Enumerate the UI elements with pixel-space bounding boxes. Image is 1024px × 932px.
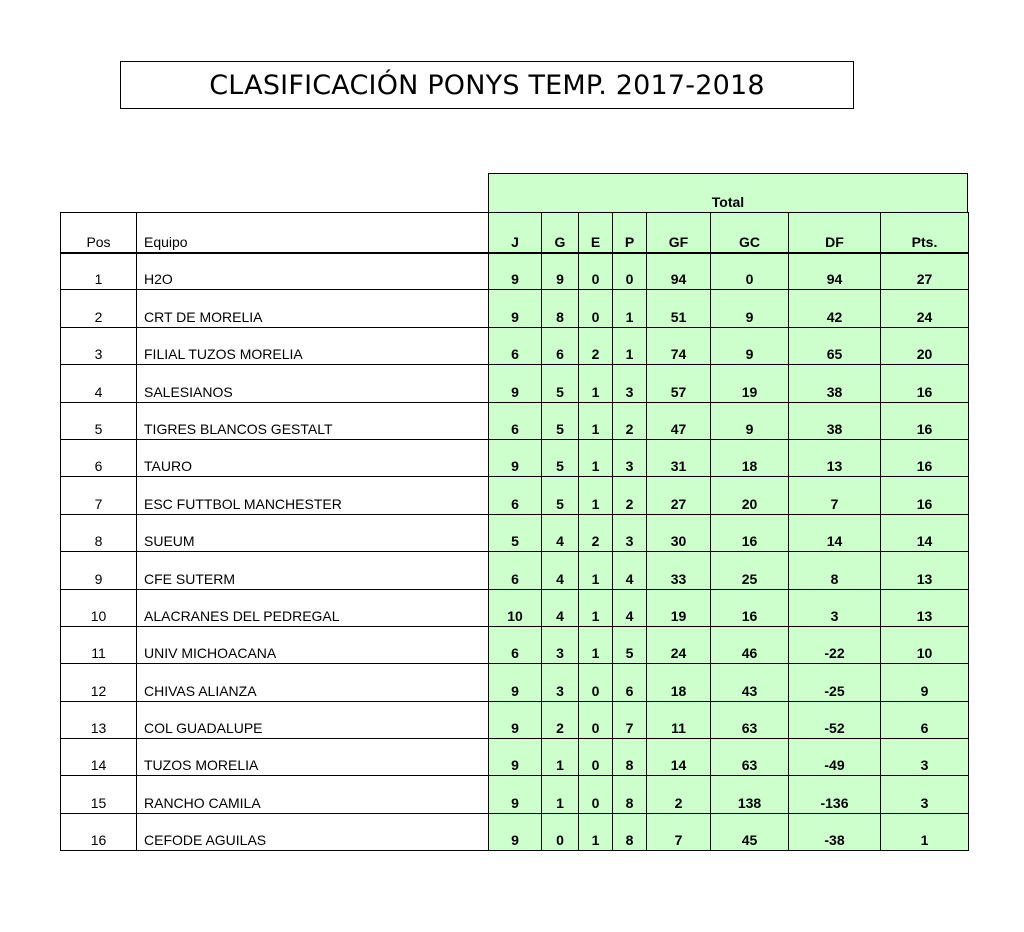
cell-gf: 27 (647, 477, 711, 514)
table-row (61, 701, 969, 738)
cell-df: 8 (789, 552, 881, 589)
cell-gf: 24 (647, 626, 711, 663)
cell-pos: 14 (61, 739, 137, 776)
cell-pos: 15 (61, 776, 137, 813)
cell-pos: 4 (61, 365, 137, 402)
cell-p: 1 (613, 290, 647, 327)
cell-e: 1 (579, 813, 613, 850)
cell-team: SALESIANOS (137, 365, 489, 402)
cell-g: 1 (542, 739, 579, 776)
cell-gf: 2 (647, 776, 711, 813)
table-row (61, 402, 969, 439)
cell-gc: 43 (711, 664, 789, 701)
table-row (61, 552, 969, 589)
cell-gc: 18 (711, 439, 789, 476)
cell-gc: 9 (711, 290, 789, 327)
cell-df: 42 (789, 290, 881, 327)
cell-team: ESC FUTTBOL MANCHESTER (137, 477, 489, 514)
col-header-g: G (542, 213, 579, 253)
cell-team: SUEUM (137, 514, 489, 551)
cell-g: 5 (542, 402, 579, 439)
cell-df: 94 (789, 253, 881, 290)
cell-pts: 16 (881, 402, 969, 439)
cell-p: 6 (613, 664, 647, 701)
cell-gf: 51 (647, 290, 711, 327)
table-row (61, 664, 969, 701)
cell-pos: 13 (61, 701, 137, 738)
cell-pts: 16 (881, 365, 969, 402)
total-group-header: Total (488, 173, 968, 213)
cell-g: 4 (542, 552, 579, 589)
cell-pos: 12 (61, 664, 137, 701)
cell-j: 9 (489, 439, 542, 476)
cell-j: 9 (489, 813, 542, 850)
cell-gc: 9 (711, 402, 789, 439)
cell-g: 6 (542, 327, 579, 364)
cell-g: 4 (542, 514, 579, 551)
cell-pos: 16 (61, 813, 137, 850)
cell-p: 1 (613, 327, 647, 364)
cell-e: 1 (579, 626, 613, 663)
cell-gc: 19 (711, 365, 789, 402)
cell-gf: 94 (647, 253, 711, 290)
cell-e: 0 (579, 739, 613, 776)
table-row (61, 589, 969, 626)
page-title: CLASIFICACIÓN PONYS TEMP. 2017-2018 (120, 61, 854, 109)
cell-pts: 6 (881, 701, 969, 738)
cell-g: 3 (542, 626, 579, 663)
cell-gc: 138 (711, 776, 789, 813)
cell-gf: 11 (647, 701, 711, 738)
cell-j: 9 (489, 253, 542, 290)
cell-g: 5 (542, 365, 579, 402)
cell-gc: 16 (711, 514, 789, 551)
col-header-gf: GF (647, 213, 711, 253)
table-row (61, 776, 969, 813)
cell-pos: 8 (61, 514, 137, 551)
table-row (61, 290, 969, 327)
cell-gc: 63 (711, 739, 789, 776)
cell-g: 2 (542, 701, 579, 738)
cell-p: 4 (613, 589, 647, 626)
col-header-e: E (579, 213, 613, 253)
cell-df: -49 (789, 739, 881, 776)
cell-p: 8 (613, 813, 647, 850)
cell-j: 9 (489, 739, 542, 776)
cell-gf: 19 (647, 589, 711, 626)
cell-j: 9 (489, 664, 542, 701)
cell-pts: 3 (881, 739, 969, 776)
cell-j: 6 (489, 552, 542, 589)
cell-j: 9 (489, 290, 542, 327)
cell-e: 1 (579, 439, 613, 476)
cell-g: 5 (542, 477, 579, 514)
header-row (61, 213, 969, 253)
cell-g: 4 (542, 589, 579, 626)
col-header-pos: Pos (61, 213, 137, 253)
cell-pos: 5 (61, 402, 137, 439)
cell-gc: 20 (711, 477, 789, 514)
cell-g: 5 (542, 439, 579, 476)
cell-team: H2O (137, 253, 489, 290)
cell-team: CFE SUTERM (137, 552, 489, 589)
cell-g: 0 (542, 813, 579, 850)
cell-p: 2 (613, 477, 647, 514)
cell-df: 38 (789, 365, 881, 402)
cell-team: CRT DE MORELIA (137, 290, 489, 327)
cell-pos: 3 (61, 327, 137, 364)
cell-gc: 25 (711, 552, 789, 589)
cell-df: 14 (789, 514, 881, 551)
cell-gf: 30 (647, 514, 711, 551)
cell-gc: 46 (711, 626, 789, 663)
cell-df: 3 (789, 589, 881, 626)
cell-e: 0 (579, 253, 613, 290)
cell-pts: 24 (881, 290, 969, 327)
table-row (61, 626, 969, 663)
cell-pos: 6 (61, 439, 137, 476)
cell-j: 6 (489, 477, 542, 514)
cell-df: 65 (789, 327, 881, 364)
cell-e: 0 (579, 664, 613, 701)
table-row (61, 514, 969, 551)
cell-pts: 16 (881, 439, 969, 476)
cell-p: 3 (613, 439, 647, 476)
cell-gc: 0 (711, 253, 789, 290)
cell-j: 10 (489, 589, 542, 626)
cell-df: -25 (789, 664, 881, 701)
standings-body (61, 253, 969, 851)
cell-e: 0 (579, 290, 613, 327)
table-row (61, 327, 969, 364)
cell-pts: 10 (881, 626, 969, 663)
table-row (61, 739, 969, 776)
cell-j: 5 (489, 514, 542, 551)
cell-p: 2 (613, 402, 647, 439)
cell-team: FILIAL TUZOS MORELIA (137, 327, 489, 364)
cell-gf: 47 (647, 402, 711, 439)
cell-team: TIGRES BLANCOS GESTALT (137, 402, 489, 439)
cell-j: 9 (489, 776, 542, 813)
cell-df: -38 (789, 813, 881, 850)
cell-j: 9 (489, 365, 542, 402)
cell-e: 1 (579, 552, 613, 589)
cell-e: 2 (579, 514, 613, 551)
cell-gc: 63 (711, 701, 789, 738)
table-row (61, 439, 969, 476)
cell-team: UNIV MICHOACANA (137, 626, 489, 663)
cell-pts: 3 (881, 776, 969, 813)
cell-df: -22 (789, 626, 881, 663)
cell-g: 8 (542, 290, 579, 327)
cell-e: 1 (579, 402, 613, 439)
col-header-gc: GC (711, 213, 789, 253)
cell-pos: 7 (61, 477, 137, 514)
cell-gf: 18 (647, 664, 711, 701)
cell-team: ALACRANES DEL PEDREGAL (137, 589, 489, 626)
cell-p: 0 (613, 253, 647, 290)
cell-p: 7 (613, 701, 647, 738)
cell-p: 8 (613, 739, 647, 776)
cell-gf: 14 (647, 739, 711, 776)
cell-gf: 57 (647, 365, 711, 402)
cell-e: 1 (579, 477, 613, 514)
col-header-p: P (613, 213, 647, 253)
cell-g: 9 (542, 253, 579, 290)
cell-team: CEFODE AGUILAS (137, 813, 489, 850)
cell-team: TUZOS MORELIA (137, 739, 489, 776)
table-row (61, 477, 969, 514)
cell-pos: 2 (61, 290, 137, 327)
cell-pos: 10 (61, 589, 137, 626)
cell-team: CHIVAS ALIANZA (137, 664, 489, 701)
cell-gf: 31 (647, 439, 711, 476)
table-row (61, 813, 969, 850)
cell-team: COL GUADALUPE (137, 701, 489, 738)
cell-e: 1 (579, 589, 613, 626)
cell-df: 38 (789, 402, 881, 439)
cell-gc: 9 (711, 327, 789, 364)
cell-pts: 20 (881, 327, 969, 364)
cell-g: 1 (542, 776, 579, 813)
cell-j: 6 (489, 626, 542, 663)
cell-pts: 1 (881, 813, 969, 850)
cell-e: 1 (579, 365, 613, 402)
cell-gf: 33 (647, 552, 711, 589)
cell-df: 13 (789, 439, 881, 476)
cell-p: 4 (613, 552, 647, 589)
cell-pts: 16 (881, 477, 969, 514)
cell-g: 3 (542, 664, 579, 701)
cell-p: 3 (613, 365, 647, 402)
standings-table (60, 212, 969, 851)
cell-j: 6 (489, 327, 542, 364)
cell-e: 0 (579, 701, 613, 738)
cell-p: 5 (613, 626, 647, 663)
cell-df: -52 (789, 701, 881, 738)
table-row (61, 253, 969, 290)
cell-pos: 11 (61, 626, 137, 663)
cell-team: TAURO (137, 439, 489, 476)
cell-pts: 9 (881, 664, 969, 701)
cell-pos: 9 (61, 552, 137, 589)
cell-pts: 13 (881, 552, 969, 589)
cell-gf: 7 (647, 813, 711, 850)
cell-pts: 13 (881, 589, 969, 626)
cell-gf: 74 (647, 327, 711, 364)
cell-pos: 1 (61, 253, 137, 290)
cell-e: 2 (579, 327, 613, 364)
cell-df: 7 (789, 477, 881, 514)
table-row (61, 365, 969, 402)
cell-team: RANCHO CAMILA (137, 776, 489, 813)
cell-df: -136 (789, 776, 881, 813)
cell-gc: 45 (711, 813, 789, 850)
col-header-j: J (489, 213, 542, 253)
col-header-team: Equipo (137, 213, 489, 253)
cell-j: 9 (489, 701, 542, 738)
cell-p: 8 (613, 776, 647, 813)
cell-pts: 27 (881, 253, 969, 290)
cell-p: 3 (613, 514, 647, 551)
col-header-df: DF (789, 213, 881, 253)
col-header-pts: Pts. (881, 213, 969, 253)
cell-j: 6 (489, 402, 542, 439)
cell-gc: 16 (711, 589, 789, 626)
cell-pts: 14 (881, 514, 969, 551)
cell-e: 0 (579, 776, 613, 813)
